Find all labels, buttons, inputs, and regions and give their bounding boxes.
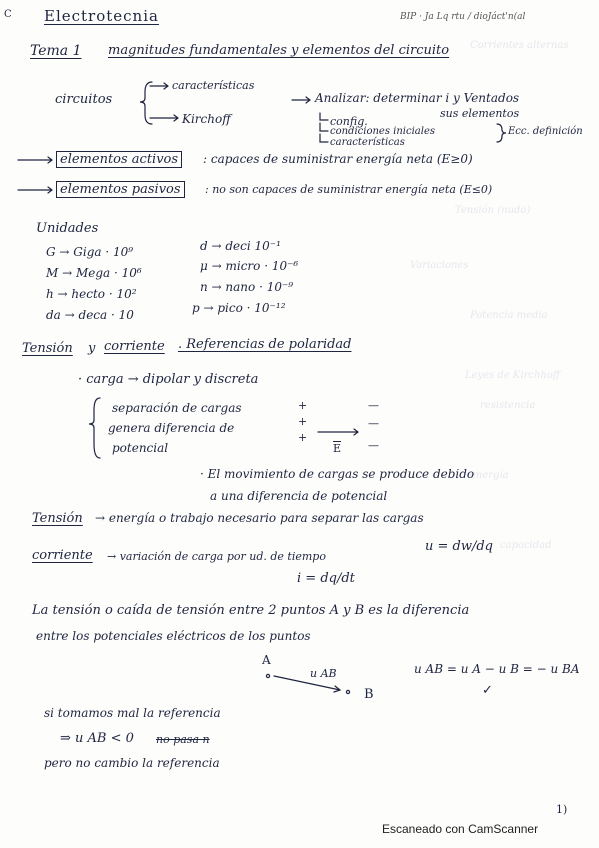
- charge-line: · carga → dipolar y discreta: [78, 372, 259, 387]
- page-title: Electrotecnia: [44, 7, 159, 25]
- page-mark: 1): [556, 803, 568, 816]
- brace-line: separación de cargas: [112, 401, 242, 415]
- plus-sign: +: [298, 399, 308, 412]
- unit-prefix: M → Mega · 10⁶: [46, 266, 142, 280]
- bleed-text: Variaciones: [410, 260, 469, 271]
- bleed-text: energía: [470, 470, 509, 481]
- reference-note: si tomamos mal la referencia: [44, 706, 221, 720]
- sub-initial-conditions: condiciones iniciales: [330, 126, 435, 137]
- arrow-icon: [150, 115, 178, 121]
- analyze-subtext: sus elementos: [440, 107, 520, 120]
- analyze-text: Analizar: determinar i y Ventados: [315, 91, 520, 105]
- bleed-text: Potencia media: [470, 310, 548, 321]
- current-formula: i = dq/dt: [297, 571, 355, 586]
- hook-icon: [320, 123, 328, 131]
- units-title: Unidades: [36, 221, 99, 236]
- plus-sign: +: [298, 415, 308, 428]
- unit-prefix: G → Giga · 10⁹: [46, 245, 134, 259]
- struck-text: no pasa n: [156, 733, 210, 746]
- point-b-label: B: [364, 687, 374, 702]
- bleed-text: capacidad: [500, 540, 552, 551]
- tension-definition-term: Tensión: [32, 511, 83, 526]
- minus-sign: —: [368, 439, 379, 452]
- plus-sign: +: [298, 431, 308, 444]
- bleed-text: resistencia: [480, 400, 536, 411]
- corriente-heading: corriente: [104, 339, 165, 354]
- uab-label: u AB: [310, 667, 337, 680]
- unit-prefix: p → pico · 10⁻¹²: [192, 301, 286, 315]
- arrow-icon: [292, 97, 310, 103]
- current-definition: → variación de carga por ud. de tiempo: [107, 550, 326, 563]
- brace-line: potencial: [112, 441, 169, 455]
- heading-y: y: [88, 341, 96, 356]
- corner-mark: C: [4, 9, 12, 20]
- unit-prefix: h → hecto · 10²: [46, 287, 137, 301]
- field-symbol: $\overline{E}$: [333, 442, 342, 455]
- check-mark: ✓: [482, 683, 493, 698]
- tension-definition: → energía o trabajo necesario para separar las cargas: [95, 511, 424, 525]
- minus-sign: —: [368, 417, 379, 430]
- point-a-icon: [266, 674, 269, 677]
- branch-characteristics: características: [172, 79, 255, 92]
- drop-sentence: La tensión o caída de tensión entre 2 puntos A y B es la diferencia: [32, 603, 470, 618]
- brace-line: genera diferencia de: [108, 421, 235, 435]
- topic-label: Tema 1: [30, 43, 82, 59]
- movement-note: · El movimiento de cargas se produce debido: [200, 467, 475, 481]
- voltage-formula: u = dw/dq: [425, 539, 494, 554]
- unit-prefix: μ → micro · 10⁻⁶: [200, 259, 299, 273]
- circuits-word: circuitos: [55, 92, 113, 107]
- bleed-text: Leyes de Kirchhoff: [465, 370, 560, 381]
- current-definition-term: corriente: [32, 548, 93, 563]
- branch-kirchoff: Kirchoff: [182, 112, 231, 126]
- corner-note: BIP · Ja Lq rtu / dioJáct'n(al: [400, 12, 526, 22]
- drop-sentence: entre los potenciales eléctricos de los puntos: [36, 629, 311, 643]
- active-elements-label: elementos activos: [56, 151, 182, 168]
- reference-note: pero no cambio la referencia: [44, 756, 220, 770]
- arrow-icon: [318, 429, 358, 435]
- arrow-icon: [150, 83, 168, 89]
- point-b-icon: [346, 690, 349, 693]
- sub-characteristics: características: [330, 137, 405, 148]
- brace-icon: [497, 124, 506, 142]
- ecc-definition: Ecc. definición: [508, 126, 583, 137]
- point-a-label: A: [262, 653, 271, 667]
- bleed-text: Tensión (nudo): [455, 205, 531, 216]
- bleed-text: Corrientes alternas: [470, 40, 569, 51]
- passive-elements-label: elementos pasivos: [56, 181, 185, 198]
- unit-prefix: da → deca · 10: [46, 308, 134, 322]
- arrow-icon: [274, 676, 340, 692]
- passive-elements-text: : no son capaces de suministrar energía neta (E≤0): [205, 183, 493, 196]
- reference-note: ⇒ u AB < 0: [60, 731, 134, 746]
- topic-title: magnitudes fundamentales y elementos del circuito: [108, 43, 450, 58]
- arrow-icon: [18, 157, 52, 163]
- arrow-icon: [18, 187, 52, 193]
- unit-prefix: n → nano · 10⁻⁹: [200, 280, 294, 294]
- scanner-watermark: Escaneado con CamScanner: [382, 822, 539, 836]
- sub-config: config.: [330, 115, 368, 128]
- uab-equation: u AB = u A − u B = − u BA: [414, 662, 580, 676]
- minus-sign: —: [368, 399, 379, 412]
- unit-prefix: d → deci 10⁻¹: [200, 239, 281, 253]
- hook-icon: [320, 113, 328, 120]
- tension-heading: Tensión: [22, 341, 73, 356]
- polarity-references: . Referencias de polaridad: [178, 337, 352, 352]
- active-elements-text: : capaces de suministrar energía neta (E≥0): [203, 152, 473, 166]
- brace-icon: [89, 398, 100, 458]
- hook-icon: [320, 134, 328, 142]
- movement-note: a una diferencia de potencial: [210, 489, 388, 503]
